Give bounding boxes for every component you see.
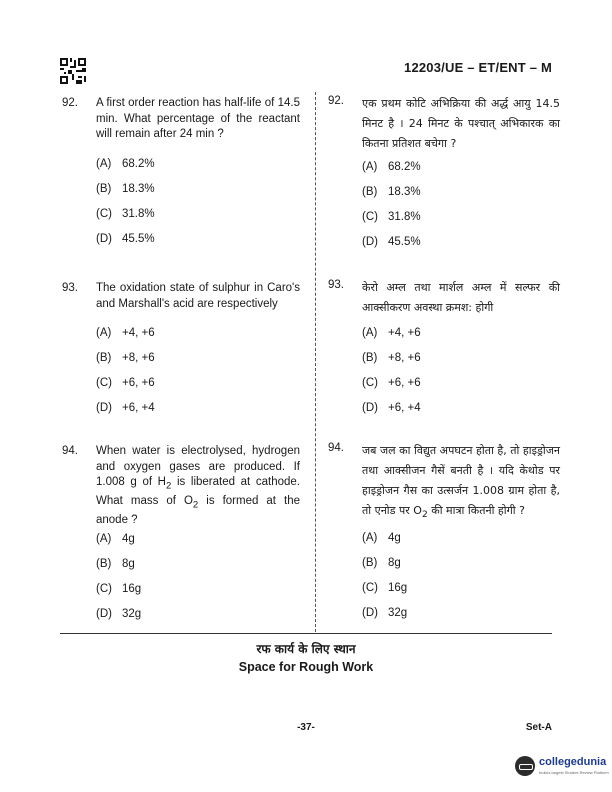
option-label: (A) (362, 327, 378, 339)
option-label: (D) (362, 236, 378, 248)
options-list (362, 160, 560, 260)
option-value: 16g (388, 582, 408, 595)
option-value: +6, +4 (122, 402, 155, 414)
question-text (362, 441, 560, 525)
option-value: 16g (122, 583, 142, 596)
rough-work-hindi: रफ कार्य के लिए स्थान (256, 642, 356, 656)
option-value: 8g (388, 557, 401, 570)
option-value: +6, +6 (122, 377, 155, 389)
option-value: 4g (388, 532, 401, 545)
option-value: 31.8% (122, 207, 155, 220)
option-d[interactable] (96, 401, 300, 426)
option-value: 18.3% (388, 186, 421, 198)
mascot-icon (515, 756, 535, 776)
option-value: 32g (122, 608, 142, 621)
option-value: 4g (122, 533, 135, 546)
collegedunia-logo (515, 752, 607, 782)
question-text (96, 444, 300, 528)
option-label: (C) (362, 582, 378, 595)
option-d[interactable] (96, 232, 300, 257)
logo-name: collegedunia (539, 756, 607, 768)
option-b[interactable] (96, 557, 300, 582)
option-label: (A) (96, 533, 112, 546)
option-c[interactable] (362, 581, 560, 606)
logo-tagline: India's largest Student Review Platform (539, 770, 609, 775)
question-number: 93. (62, 282, 78, 294)
question-93-english (62, 281, 300, 426)
option-value: +4, +6 (122, 327, 155, 339)
option-value: 45.5% (388, 236, 421, 248)
text-part: is formed at the anode ? (96, 494, 300, 526)
option-value: +6, +6 (388, 377, 421, 389)
option-d[interactable] (362, 401, 560, 426)
option-label: (B) (96, 352, 112, 364)
option-b[interactable] (96, 351, 300, 376)
option-d[interactable] (362, 235, 560, 260)
option-label: (C) (362, 211, 378, 223)
option-label: (D) (96, 608, 112, 621)
question-92-english (62, 96, 300, 257)
option-label: (D) (362, 607, 378, 620)
option-label: (A) (362, 532, 378, 545)
qr-code (60, 58, 86, 84)
option-b[interactable] (362, 185, 560, 210)
question-number: 94. (328, 442, 344, 454)
option-label: (D) (96, 232, 112, 245)
subscript: 2 (165, 480, 172, 492)
question-text: एक प्रथम कोटि अभिक्रिया की अर्द्ध आयु 14.5 मिनट है । 24 मिनट के पश्चात् अभिकारक का कितना प्रतिशत बचेगा ? (362, 97, 560, 150)
option-value: 68.2% (388, 161, 421, 173)
option-label: (B) (362, 186, 378, 198)
option-c[interactable] (96, 207, 300, 232)
text-part: की मात्रा कितनी होगी ? (427, 504, 525, 517)
option-label: (B) (362, 352, 378, 364)
option-value: +8, +6 (122, 352, 155, 364)
question-number: 92. (328, 95, 344, 107)
option-label: (A) (96, 327, 112, 339)
option-c[interactable] (96, 582, 300, 607)
question-number: 92. (62, 97, 78, 109)
option-label: (B) (362, 557, 378, 570)
option-value: +4, +6 (388, 327, 421, 339)
option-value: 68.2% (122, 157, 155, 170)
option-label: (C) (96, 583, 112, 596)
rough-work-english: Space for Rough Work (238, 660, 374, 674)
paper-code: 12203/UE – ET/ENT – M (404, 60, 552, 75)
option-b[interactable] (362, 556, 560, 581)
option-d[interactable] (362, 606, 560, 631)
options-list (96, 326, 300, 426)
options-list (362, 326, 560, 426)
question-94-english (62, 444, 300, 632)
option-a[interactable] (96, 157, 300, 182)
question-text: A first order reaction has half-life of 14.5 min. What percentage of the reactant will remain after 24 min ? (96, 97, 300, 140)
option-label: (C) (362, 377, 378, 389)
option-b[interactable] (362, 351, 560, 376)
column-divider (315, 92, 316, 632)
text-part: When water is electrolysed, hydrogen and oxygen gases are produced. If 1.008 g of H (96, 445, 300, 488)
question-93-hindi (328, 278, 560, 426)
option-d[interactable] (96, 607, 300, 632)
subscript: 2 (421, 509, 428, 521)
horizontal-divider (60, 633, 552, 634)
question-94-hindi (328, 441, 560, 631)
text-part: जब जल का विद्युत अपघटन होता है, तो हाइड्रोजन तथा आक्सीजन गैसें बनती है । यदि केथोड पर हाइड्रोजन गैस का उत्सर्जन 1.008 ग्राम होता है, तो एनोड पर O (362, 444, 560, 517)
option-c[interactable] (362, 376, 560, 401)
options-list (96, 532, 300, 632)
question-text: The oxidation state of sulphur in Caro's and Marshall's acid are respectively (96, 282, 300, 310)
option-value: +6, +4 (388, 402, 421, 414)
option-label: (D) (362, 402, 378, 414)
option-c[interactable] (96, 376, 300, 401)
option-value: 8g (122, 558, 135, 571)
question-text: केरो अम्ल तथा मार्शल अम्ल में सल्फर की आक्सीकरण अवस्था क्रमश: होगी (362, 281, 560, 314)
option-label: (C) (96, 207, 112, 220)
option-label: (D) (96, 402, 112, 414)
option-label: (A) (362, 161, 378, 173)
option-value: 18.3% (122, 182, 155, 195)
option-label: (A) (96, 157, 112, 170)
subscript: 2 (192, 499, 199, 511)
page-number: -37- (297, 722, 315, 733)
option-value: 32g (388, 607, 408, 620)
option-label: (B) (96, 558, 112, 571)
option-a[interactable] (96, 532, 300, 557)
option-value: 31.8% (388, 211, 421, 223)
option-c[interactable] (362, 210, 560, 235)
option-value: 45.5% (122, 232, 155, 245)
question-number: 93. (328, 279, 344, 291)
option-a[interactable] (362, 326, 560, 351)
question-number: 94. (62, 445, 78, 457)
text-part: is liberated at cathode. What mass of O (96, 476, 300, 507)
options-list (362, 531, 560, 631)
option-b[interactable] (96, 182, 300, 207)
option-value: +8, +6 (388, 352, 421, 364)
option-a[interactable] (362, 160, 560, 185)
option-a[interactable] (96, 326, 300, 351)
option-label: (C) (96, 377, 112, 389)
options-list (96, 157, 300, 257)
question-92-hindi (328, 94, 560, 260)
set-label: Set-A (525, 722, 552, 733)
option-a[interactable] (362, 531, 560, 556)
option-label: (B) (96, 182, 112, 195)
